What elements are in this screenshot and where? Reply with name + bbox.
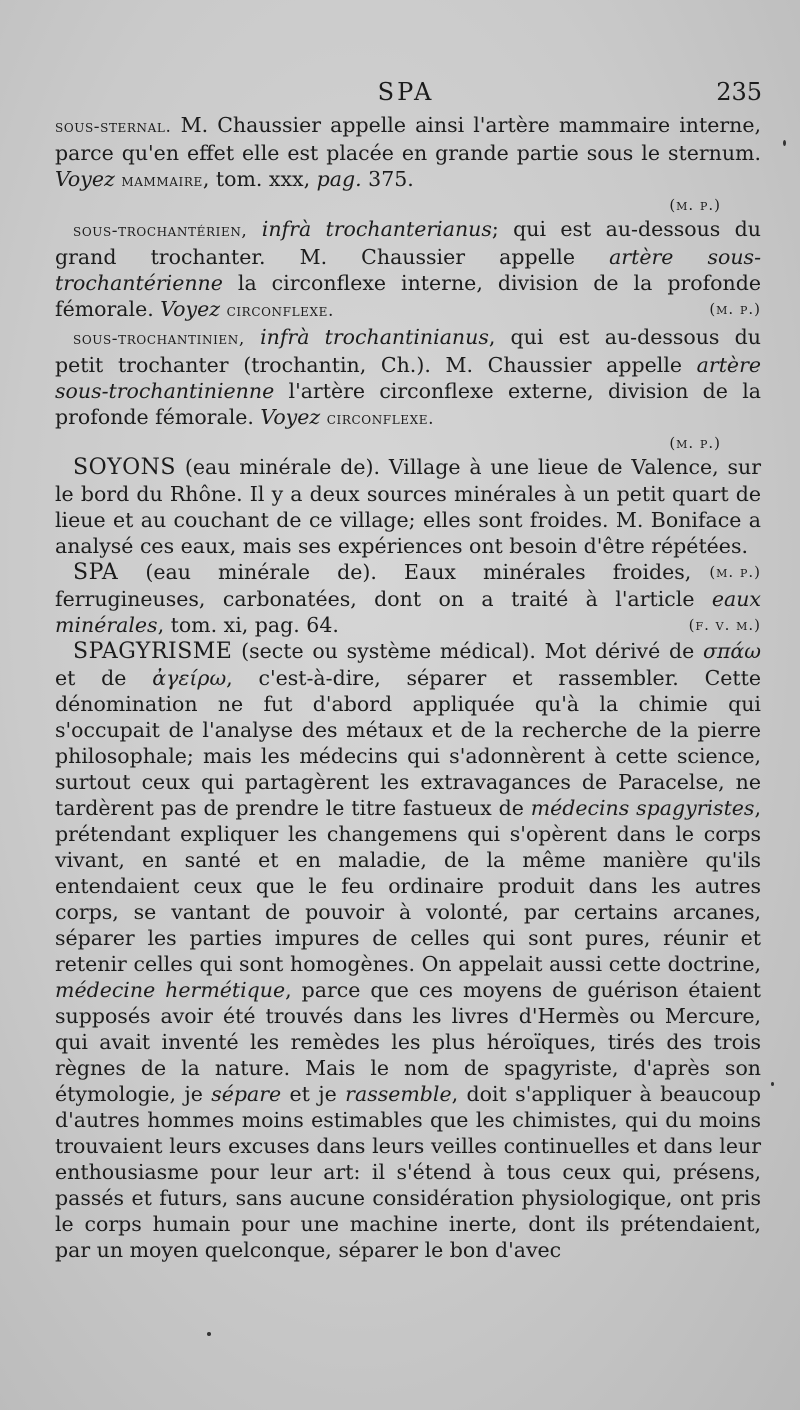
dictionary-body — [55, 112, 761, 1263]
italic-text: ἀγείρω — [152, 666, 227, 690]
italic-text: eaux minérales — [55, 587, 761, 637]
italic-text: σπάω — [702, 639, 761, 663]
entry-headword: SPAGYRISME — [73, 639, 233, 664]
page-header — [50, 78, 762, 110]
entry-text — [245, 325, 260, 349]
entry-text: , tom. xi, pag. 64. — [157, 613, 339, 637]
italic-text: médecine hermétique — [55, 978, 286, 1002]
author-initials: (m. p.) — [709, 300, 761, 318]
entry-text: et je — [281, 1082, 346, 1106]
italic-text: infrà trochanterianus — [261, 217, 492, 241]
entry-text: , qui est au-dessous du petit trochanter (trochantin, Ch.). M. Chaussier appelle — [55, 325, 761, 377]
entry-headword: sous-sternal. — [55, 117, 172, 137]
entry-text: (eau minérale de). Village à une lieue de Valence, sur le bord du Rhône. Il y a deux sources minérales à un petit quart de lieue et au couchant de ce village; elles sont froides. M. Boniface a analysé ces eaux, mais ses expériences ont besoin d'être répétées. — [55, 455, 761, 558]
author-initials: (m. p.) — [669, 434, 721, 452]
entry-text: (eau minérale de). Eaux minérales froides, ferrugineuses, carbonatées, dont on a traité à l'article — [55, 560, 712, 611]
page-speck — [207, 1332, 211, 1336]
entry-text: , prétendant expliquer les changemens qui s'opèrent dans le corps vivant, en santé et en maladie, de la même manière qu'ils entendaient ceux que le feu ordinaire produit dans les autres corps, se vantant de pouvoir à volonté, par certains arcanes, séparer les parties impures de celles qui sont pures, réunir et retenir celles qui sont homogènes. On appelait aussi cette doctrine, — [55, 796, 761, 976]
entry-text: 375. — [361, 167, 414, 191]
entry-text: , parce que ces moyens de guérison étaient supposés avoir été trouvés dans les livres d'Hermès ou Mercure, qui avait inventé les remèdes les plus héroïques, tirés des trois règnes de la nature. Mais le nom de spagyriste, d'après son étymologie, je — [55, 978, 762, 1106]
italic-text: pag. — [316, 167, 362, 191]
entry-headword: SOYONS — [73, 455, 176, 480]
page-speck — [771, 1082, 774, 1086]
entry-headword: SPA — [73, 560, 119, 585]
dictionary-entry — [55, 559, 761, 638]
italic-text: rassemble — [345, 1082, 452, 1106]
author-initials: (m. p.) — [669, 196, 721, 214]
italic-text: sépare — [211, 1082, 282, 1106]
entry-text: (secte ou système médical). Mot dérivé de — [232, 639, 703, 663]
cross-reference: circonflexe. — [326, 409, 435, 429]
entry-text: , c'est-à-dire, séparer et rassembler. Cette dénomination ne fut d'abord appliquée qu'à la chimie qui s'occupait de l'analyse des métaux et de la recherche de la pierre philosophale; mais les médecins qui s'adonnèrent à cette science, surtout ceux qui partagèrent les extravagances de Paracelse, ne tardèrent pas de prendre le titre fastueux de — [55, 666, 761, 820]
dictionary-entry — [55, 324, 761, 432]
author-initials: (m. p.) — [709, 563, 761, 581]
entry-text: la circonflexe interne, division de la profonde fémorale. — [55, 271, 761, 321]
entry-text: M. Chaussier appelle ainsi l'artère mammaire interne, parce qu'en effet elle est placée en grande partie sous le sternum. — [55, 113, 761, 165]
entry-headword: sous-trochantérien, — [73, 221, 248, 241]
entry-text: , doit s'appliquer à beaucoup d'autres hommes moins estimables que les chimistes, qui du moins trouvaient leurs excuses dans leurs veilles continuelles et dans leur enthousiasme pour leur art: il s'étend à tous ceux qui, présens, passés et futurs, sans aucune considération physiologique, ont pris le corps humain pour une machine inerte, dont ils prétendaient, par un moyen quelconque, séparer le bon d'avec — [55, 1082, 761, 1262]
entry-text: ; qui est au-dessous du grand trochanter. M. Chaussier appelle — [55, 217, 761, 269]
page-number: 235 — [716, 78, 762, 106]
italic-text: infrà trochantinianus — [260, 325, 489, 349]
entry-text: , tom. xxx, — [202, 167, 317, 191]
italic-text: médecins spagyristes — [530, 796, 755, 820]
running-title: SPA — [377, 78, 435, 106]
entry-text — [247, 217, 261, 241]
entry-headword: sous-trochantinien, — [73, 329, 245, 349]
entry-text: l'artère circonflexe externe, division de la profonde fémorale. — [55, 379, 761, 429]
italic-text: artère sous-trochantérienne — [55, 245, 761, 295]
dictionary-entry — [55, 112, 761, 194]
italic-text: Voyez — [160, 297, 221, 321]
cross-reference: mammaire — [121, 171, 203, 191]
entry-text: et de — [55, 666, 153, 690]
cross-reference: circonflexe. — [226, 301, 335, 321]
dictionary-entry — [55, 216, 761, 324]
italic-text: Voyez — [55, 167, 115, 191]
page-speck — [783, 140, 786, 146]
dictionary-entry — [55, 638, 761, 1263]
italic-text: artère sous-trochantinienne — [55, 353, 761, 403]
author-initials: (f. v. m.) — [688, 616, 761, 634]
italic-text: Voyez — [260, 405, 321, 429]
